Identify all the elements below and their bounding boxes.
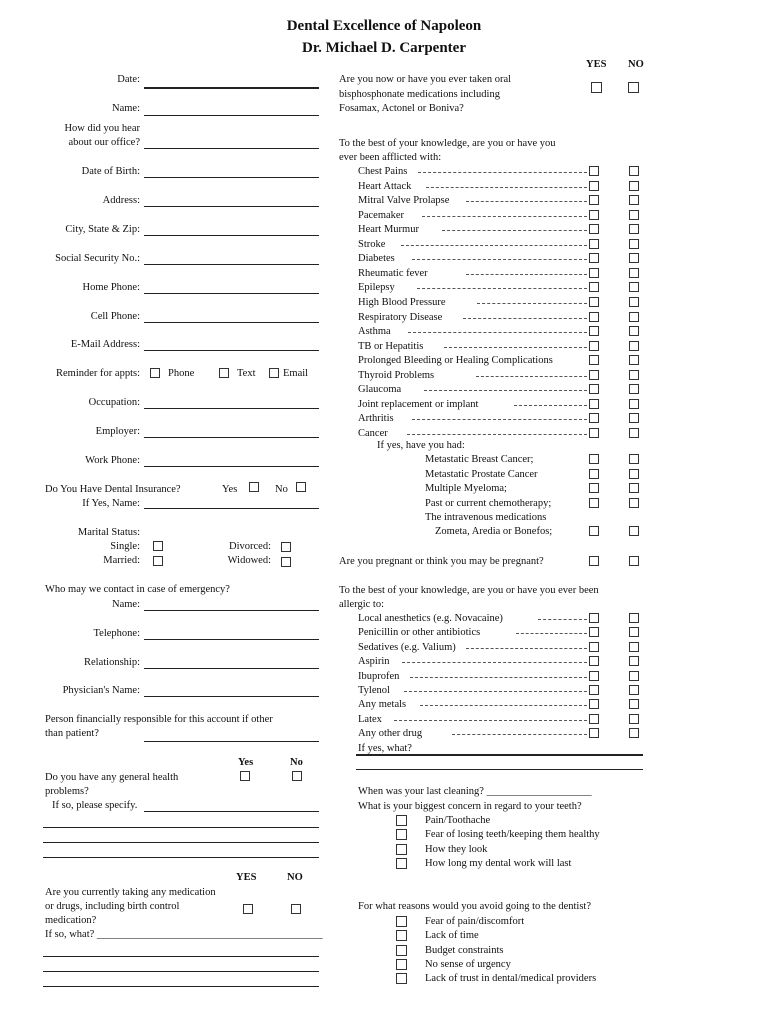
allergy-yes-checkbox[interactable] (589, 685, 599, 695)
cancer-sub-yes-checkbox[interactable] (589, 454, 599, 464)
cancer-sub-yes-checkbox[interactable] (589, 469, 599, 479)
condition-yes-checkbox[interactable] (589, 341, 599, 351)
condition-label: High Blood Pressure (358, 296, 446, 308)
condition-no-checkbox[interactable] (629, 413, 639, 423)
allergy-no-checkbox[interactable] (629, 613, 639, 623)
married-checkbox[interactable] (153, 556, 163, 566)
avoid-option-label: Lack of time (425, 930, 479, 942)
marital-status-label: Marital Status: (77, 527, 140, 538)
condition-no-checkbox[interactable] (629, 239, 639, 249)
leader-dots (426, 187, 587, 188)
condition-yes-checkbox[interactable] (589, 326, 599, 336)
concern-option-checkbox[interactable] (396, 829, 407, 840)
condition-label: Chest Pains (358, 166, 408, 177)
pregnant-no-checkbox[interactable] (629, 556, 639, 566)
pregnant-yes-checkbox[interactable] (589, 556, 599, 566)
medication-no-header: NO (287, 872, 303, 883)
medication-line-1: Are you currently taking any medication (45, 887, 216, 898)
practice-name: Dental Excellence of Napoleon (286, 18, 482, 34)
cancer-sub-label: Metastatic Breast Cancer; (425, 454, 534, 465)
single-label: Single: (110, 541, 140, 552)
leader-dots (516, 633, 587, 634)
reminder-phone-label: Phone (168, 368, 195, 379)
leader-dots (407, 434, 587, 435)
leader-dots (412, 419, 587, 420)
avoid-question: For what reasons would you avoid going to the dentist? (358, 901, 592, 912)
condition-no-checkbox[interactable] (629, 210, 639, 220)
concern-option-checkbox[interactable] (396, 844, 407, 855)
allergy-yes-checkbox[interactable] (589, 613, 599, 623)
label-ssn: Social Security No.: (55, 253, 140, 264)
divorced-checkbox[interactable] (281, 542, 291, 552)
condition-yes-checkbox[interactable] (589, 413, 599, 423)
emergency-question: Who may we contact in case of emergency? (45, 584, 230, 595)
field-home[interactable] (144, 293, 319, 294)
condition-no-checkbox[interactable] (629, 428, 639, 438)
condition-yes-checkbox[interactable] (589, 210, 599, 220)
condition-label: Asthma (358, 326, 391, 338)
divorced-label: Divorced: (229, 541, 271, 552)
field-employer[interactable] (144, 437, 319, 438)
condition-label: Joint replacement or implant (358, 398, 479, 410)
allergy-label: Ibuprofen (358, 670, 400, 682)
condition-no-checkbox[interactable] (629, 297, 639, 307)
health-specify-line-4[interactable] (43, 857, 319, 858)
leader-dots (444, 347, 587, 348)
allergy-label: Sedatives (e.g. Valium) (358, 641, 456, 653)
medication-line-3: medication? (45, 915, 97, 926)
condition-label: Stroke (358, 238, 386, 250)
leader-dots (538, 619, 587, 620)
label-cell: Cell Phone: (90, 311, 140, 322)
allergy-yes-checkbox[interactable] (589, 699, 599, 709)
reminder-phone-checkbox[interactable] (150, 368, 160, 378)
leader-dots (422, 216, 587, 217)
condition-label: Mitral Valve Prolapse (358, 195, 450, 207)
label-name: Name: (112, 103, 140, 114)
insurance-name-label: If Yes, Name: (82, 498, 140, 509)
condition-no-checkbox[interactable] (629, 195, 639, 205)
condition-label: Prolonged Bleeding or Healing Complications (358, 355, 553, 367)
leader-dots (410, 677, 587, 678)
health-question-line-1: Do you have any general health (45, 772, 179, 783)
condition-yes-checkbox[interactable] (589, 384, 599, 394)
allergy-yes-checkbox[interactable] (589, 642, 599, 652)
health-question-line-2: problems? (45, 786, 89, 797)
leader-dots (420, 705, 587, 706)
condition-no-checkbox[interactable] (629, 181, 639, 191)
medication-yes-header: YES (236, 872, 257, 883)
bisphosphonate-yes-checkbox[interactable] (591, 82, 602, 93)
leader-dots (404, 691, 587, 692)
bisphosphonate-line-2: bisphosphonate medications including (339, 89, 500, 100)
avoid-option-checkbox[interactable] (396, 959, 407, 970)
health-specify-line-2[interactable] (43, 827, 319, 828)
emergency-name-label: Name: (112, 599, 140, 610)
leader-dots (452, 734, 587, 735)
condition-label: Pacemaker (358, 209, 405, 221)
cancer-sub-yes-checkbox[interactable] (589, 526, 599, 536)
insurance-no-checkbox[interactable] (296, 482, 306, 492)
label-employer: Employer: (95, 426, 140, 437)
allergy-yes-checkbox[interactable] (589, 627, 599, 637)
reminder-text-label: Text (237, 368, 256, 379)
condition-no-checkbox[interactable] (629, 282, 639, 292)
allergy-yes-checkbox[interactable] (589, 671, 599, 681)
emergency-name-field[interactable] (144, 610, 319, 611)
allergy-label: Latex (358, 713, 382, 725)
medication-yes-checkbox[interactable] (243, 904, 253, 914)
doctor-name: Dr. Michael D. Carpenter (302, 40, 466, 56)
emergency-relationship-field[interactable] (144, 668, 319, 669)
emergency-telephone-field[interactable] (144, 639, 319, 640)
field-cell[interactable] (144, 322, 319, 323)
condition-yes-checkbox[interactable] (589, 253, 599, 263)
condition-label: Heart Murmur (358, 224, 419, 236)
insurance-no-label: No (275, 484, 288, 495)
condition-label: TB or Hepatitis (358, 340, 424, 352)
cancer-sub-intro: If yes, have you had: (377, 440, 465, 451)
avoid-option-label: Lack of trust in dental/medical providers (425, 973, 597, 985)
condition-label: Arthritis (358, 413, 394, 425)
concern-option-checkbox[interactable] (396, 815, 407, 826)
condition-label: Epilepsy (358, 282, 395, 294)
medication-line-b[interactable] (43, 971, 319, 972)
condition-yes-checkbox[interactable] (589, 355, 599, 365)
condition-no-checkbox[interactable] (629, 399, 639, 409)
condition-yes-checkbox[interactable] (589, 297, 599, 307)
concern-option-label: Pain/Toothache (425, 815, 491, 826)
allergy-no-checkbox[interactable] (629, 685, 639, 695)
leader-dots (466, 274, 587, 275)
condition-label: Rheumatic fever (358, 267, 428, 279)
condition-no-checkbox[interactable] (629, 224, 639, 234)
label-hear1: How did you hear (64, 123, 140, 134)
yes-column-header: YES (586, 59, 607, 70)
avoid-option-checkbox[interactable] (396, 916, 407, 927)
insurance-yes-checkbox[interactable] (249, 482, 259, 492)
medication-line-c[interactable] (43, 986, 319, 987)
reminder-email-checkbox[interactable] (269, 368, 279, 378)
field-email[interactable] (144, 350, 319, 351)
pregnant-question: Are you pregnant or think you may be pregnant? (339, 556, 544, 567)
condition-yes-checkbox[interactable] (589, 312, 599, 322)
condition-label: Glaucoma (358, 384, 402, 396)
health-no-checkbox[interactable] (292, 771, 302, 781)
allergy-label: Any other drug (358, 728, 423, 740)
insurance-yes-label: Yes (222, 484, 238, 495)
last-cleaning-field[interactable]: When was your last cleaning? ____________________ (358, 786, 592, 797)
label-hear2: about our office? (68, 137, 140, 148)
single-checkbox[interactable] (153, 541, 163, 551)
health-yes-header: Yes (238, 757, 254, 768)
condition-yes-checkbox[interactable] (589, 181, 599, 191)
financial-field[interactable] (144, 741, 319, 742)
physician-name-label: Physician's Name: (62, 685, 140, 696)
allergy-no-checkbox[interactable] (629, 656, 639, 666)
concern-option-label: How long my dental work will last (425, 857, 572, 869)
field-work[interactable] (144, 466, 319, 467)
label-city: City, State & Zip: (65, 224, 140, 235)
allergy-yes-checkbox[interactable] (589, 728, 599, 738)
condition-label: Diabetes (358, 253, 395, 265)
condition-yes-checkbox[interactable] (589, 224, 599, 234)
concern-question: What is your biggest concern in regard to your teeth? (358, 801, 582, 812)
allergy-label: Tylenol (358, 685, 390, 696)
condition-label: Cancer (358, 427, 388, 439)
leader-dots (476, 376, 587, 377)
label-email: E-Mail Address: (70, 339, 140, 350)
leader-dots (408, 332, 587, 333)
condition-no-checkbox[interactable] (629, 268, 639, 278)
field-address[interactable] (144, 206, 319, 207)
condition-no-checkbox[interactable] (629, 166, 639, 176)
leader-dots (424, 390, 587, 391)
field-name[interactable] (144, 115, 319, 116)
cancer-sub-label: The intravenous medications (425, 512, 547, 523)
cancer-sub-label: Multiple Myeloma; (425, 483, 507, 494)
married-label: Married: (103, 555, 140, 566)
leader-dots (466, 201, 587, 202)
avoid-option-checkbox[interactable] (396, 973, 407, 984)
label-dob: Date of Birth: (81, 166, 140, 177)
condition-yes-checkbox[interactable] (589, 428, 599, 438)
condition-no-checkbox[interactable] (629, 370, 639, 380)
allergy-no-checkbox[interactable] (629, 642, 639, 652)
allergy-no-checkbox[interactable] (629, 671, 639, 681)
bisphosphonate-line-1: Are you now or have you ever taken oral (339, 74, 512, 85)
leader-dots (412, 259, 587, 260)
leader-dots (417, 288, 587, 289)
condition-yes-checkbox[interactable] (589, 370, 599, 380)
field-dob[interactable] (144, 177, 319, 178)
condition-yes-checkbox[interactable] (589, 282, 599, 292)
field-city[interactable] (144, 235, 319, 236)
cancer-sub-label: Zometa, Aredia or Bonefos; (435, 526, 553, 537)
leader-dots (418, 172, 587, 173)
label-home: Home Phone: (82, 282, 140, 293)
condition-no-checkbox[interactable] (629, 341, 639, 351)
reminder-label: Reminder for appts: (56, 368, 140, 379)
allergy-what-line-2[interactable] (356, 769, 643, 770)
cancer-sub-yes-checkbox[interactable] (589, 498, 599, 508)
widowed-checkbox[interactable] (281, 557, 291, 567)
condition-no-checkbox[interactable] (629, 312, 639, 322)
allergy-intro-line-2: allergic to: (339, 599, 384, 610)
field-occupation[interactable] (144, 408, 319, 409)
condition-no-checkbox[interactable] (629, 384, 639, 394)
label-occupation: Occupation: (88, 397, 140, 408)
health-no-header: No (290, 757, 303, 768)
label-work: Work Phone: (85, 455, 140, 466)
condition-yes-checkbox[interactable] (589, 399, 599, 409)
allergy-no-checkbox[interactable] (629, 714, 639, 724)
leader-dots (477, 303, 587, 304)
insurance-name-field[interactable] (144, 508, 319, 509)
cancer-sub-no-checkbox[interactable] (629, 454, 639, 464)
allergy-label: Aspirin (358, 656, 390, 668)
health-yes-checkbox[interactable] (240, 771, 250, 781)
condition-no-checkbox[interactable] (629, 253, 639, 263)
no-column-header: NO (628, 59, 644, 70)
leader-dots (514, 405, 587, 406)
leader-dots (442, 230, 587, 231)
bisphosphonate-line-3: Fosamax, Actonel or Boniva? (339, 103, 464, 114)
cancer-sub-yes-checkbox[interactable] (589, 483, 599, 493)
leader-dots (394, 720, 587, 721)
cancer-sub-no-checkbox[interactable] (629, 498, 639, 508)
medication-line-a[interactable] (43, 956, 319, 957)
allergy-yes-checkbox[interactable] (589, 656, 599, 666)
medication-line-2: or drugs, including birth control (45, 901, 180, 912)
afflicted-intro-line-2: ever been afflicted with: (339, 152, 442, 163)
field-date[interactable] (144, 87, 319, 89)
avoid-option-checkbox[interactable] (396, 930, 407, 941)
allergy-label: Local anesthetics (e.g. Novacaine) (358, 613, 503, 624)
financial-line-1: Person financially responsible for this account if other (45, 714, 273, 725)
insurance-question: Do You Have Dental Insurance? (45, 484, 181, 495)
allergy-yes-checkbox[interactable] (589, 714, 599, 724)
avoid-option-checkbox[interactable] (396, 945, 407, 956)
field-hear2[interactable] (144, 148, 319, 149)
condition-yes-checkbox[interactable] (589, 166, 599, 176)
medication-what-field[interactable]: If so, what? ___________________________________________ (45, 929, 323, 940)
cancer-sub-label: Past or current chemotherapy; (425, 498, 552, 509)
cancer-sub-no-checkbox[interactable] (629, 469, 639, 479)
cancer-sub-label: Metastatic Prostate Cancer (425, 469, 538, 480)
widowed-label: Widowed: (227, 555, 271, 566)
physician-name-field[interactable] (144, 696, 319, 697)
avoid-option-label: Fear of pain/discomfort (425, 916, 525, 927)
financial-line-2: than patient? (45, 728, 99, 739)
concern-option-label: How they look (425, 843, 488, 855)
allergy-label: Any metals (358, 699, 407, 711)
condition-label: Heart Attack (358, 180, 412, 192)
concern-option-checkbox[interactable] (396, 858, 407, 869)
condition-label: Thyroid Problems (358, 369, 435, 381)
allergy-no-checkbox[interactable] (629, 699, 639, 709)
leader-dots (466, 648, 587, 649)
afflicted-intro-line-1: To the best of your knowledge, are you or have you (339, 138, 556, 149)
medication-no-checkbox[interactable] (291, 904, 301, 914)
allergy-what-label: If yes, what? (358, 743, 412, 754)
emergency-relationship-label: Relationship: (84, 657, 140, 668)
cancer-sub-no-checkbox[interactable] (629, 526, 639, 536)
condition-yes-checkbox[interactable] (589, 195, 599, 205)
condition-yes-checkbox[interactable] (589, 268, 599, 278)
avoid-option-label: No sense of urgency (425, 958, 511, 970)
health-specify-line-3[interactable] (43, 842, 319, 843)
emergency-telephone-label: Telephone: (93, 628, 140, 639)
health-specify-label: If so, please specify. (52, 800, 138, 811)
label-address: Address: (102, 195, 140, 206)
field-ssn[interactable] (144, 264, 319, 265)
bisphosphonate-no-checkbox[interactable] (628, 82, 639, 93)
leader-dots (401, 245, 587, 246)
condition-label: Respiratory Disease (358, 311, 443, 323)
allergy-no-checkbox[interactable] (629, 728, 639, 738)
allergy-intro-line-1: To the best of your knowledge, are you or have you ever been (339, 585, 599, 596)
condition-no-checkbox[interactable] (629, 355, 639, 365)
reminder-email-label: Email (283, 368, 309, 379)
allergy-what-field[interactable] (356, 754, 643, 756)
concern-option-label: Fear of losing teeth/keeping them healthy (425, 829, 600, 841)
leader-dots (463, 318, 587, 319)
condition-no-checkbox[interactable] (629, 326, 639, 336)
health-specify-field[interactable] (144, 811, 319, 812)
allergy-label: Penicillin or other antibiotics (358, 627, 481, 639)
leader-dots (402, 662, 587, 663)
cancer-sub-no-checkbox[interactable] (629, 483, 639, 493)
reminder-text-checkbox[interactable] (219, 368, 229, 378)
label-date: Date: (117, 74, 140, 85)
avoid-option-label: Budget constraints (425, 944, 504, 956)
allergy-no-checkbox[interactable] (629, 627, 639, 637)
condition-yes-checkbox[interactable] (589, 239, 599, 249)
